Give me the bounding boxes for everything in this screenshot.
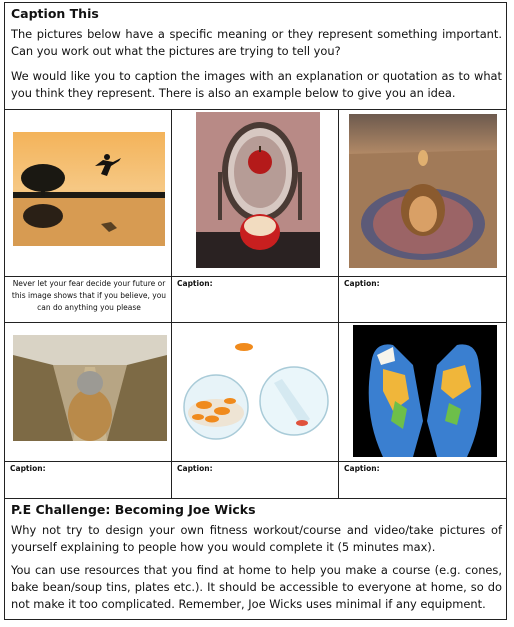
caption-cell-1 [4, 276, 172, 323]
lion-reflection-image [349, 114, 497, 268]
worksheet [4, 2, 507, 622]
caption-cell-6[interactable] [338, 461, 507, 499]
pe-challenge-section [4, 498, 507, 620]
goldfish-bowl-image [178, 339, 334, 445]
pe-challenge-para1: Why not try to design your own fitness workout/course and video/take pictures of yourself explaining to people how you would complete it (5 minutes max). [11, 523, 502, 554]
caption-section-para1: The pictures below have a specific meaning or they represent something important. Can you work out what the pictures are trying to tell you? [11, 27, 502, 58]
image-cell-6 [338, 322, 507, 462]
image-cell-2 [171, 109, 339, 277]
caption-cell-5[interactable] [171, 461, 339, 499]
pe-challenge-title: P.E Challenge: Becoming Joe Wicks [11, 502, 256, 517]
mirror-apple-image [196, 112, 320, 268]
sunset-jump-image [13, 132, 165, 246]
pe-challenge-para2: You can use resources that you find at home to help you make a course (e.g. cones, bake bean/soup tins, plates etc.). It should be accessible to everyone at home, so do not make it too complicated. Remember, Joe Wicks uses minimal if any equipment. [11, 563, 502, 611]
cornfield-path-image [13, 335, 167, 441]
caption-section-title: Caption This [11, 6, 99, 21]
image-cell-5 [171, 322, 339, 462]
caption-section [4, 2, 507, 110]
caption-cell-4[interactable] [4, 461, 172, 499]
image-grid [4, 109, 507, 499]
caption-label: Caption: [177, 279, 213, 288]
caption-label: Caption: [344, 464, 380, 473]
caption-cell-2[interactable] [171, 276, 339, 323]
image-cell-3 [338, 109, 507, 277]
image-cell-4 [4, 322, 172, 462]
caption-label: Caption: [344, 279, 380, 288]
world-hands-image [353, 325, 497, 457]
caption-cell-3[interactable] [338, 276, 507, 323]
example-caption: Never let your fear decide your future or this image shows that if you believe, you can do anything you please [11, 279, 167, 312]
image-cell-1 [4, 109, 172, 277]
caption-label: Caption: [10, 464, 46, 473]
caption-label: Caption: [177, 464, 213, 473]
caption-section-para2: We would like you to caption the images with an explanation or quotation as to what you think they represent. There is also an example below to give you an idea. [11, 69, 502, 100]
